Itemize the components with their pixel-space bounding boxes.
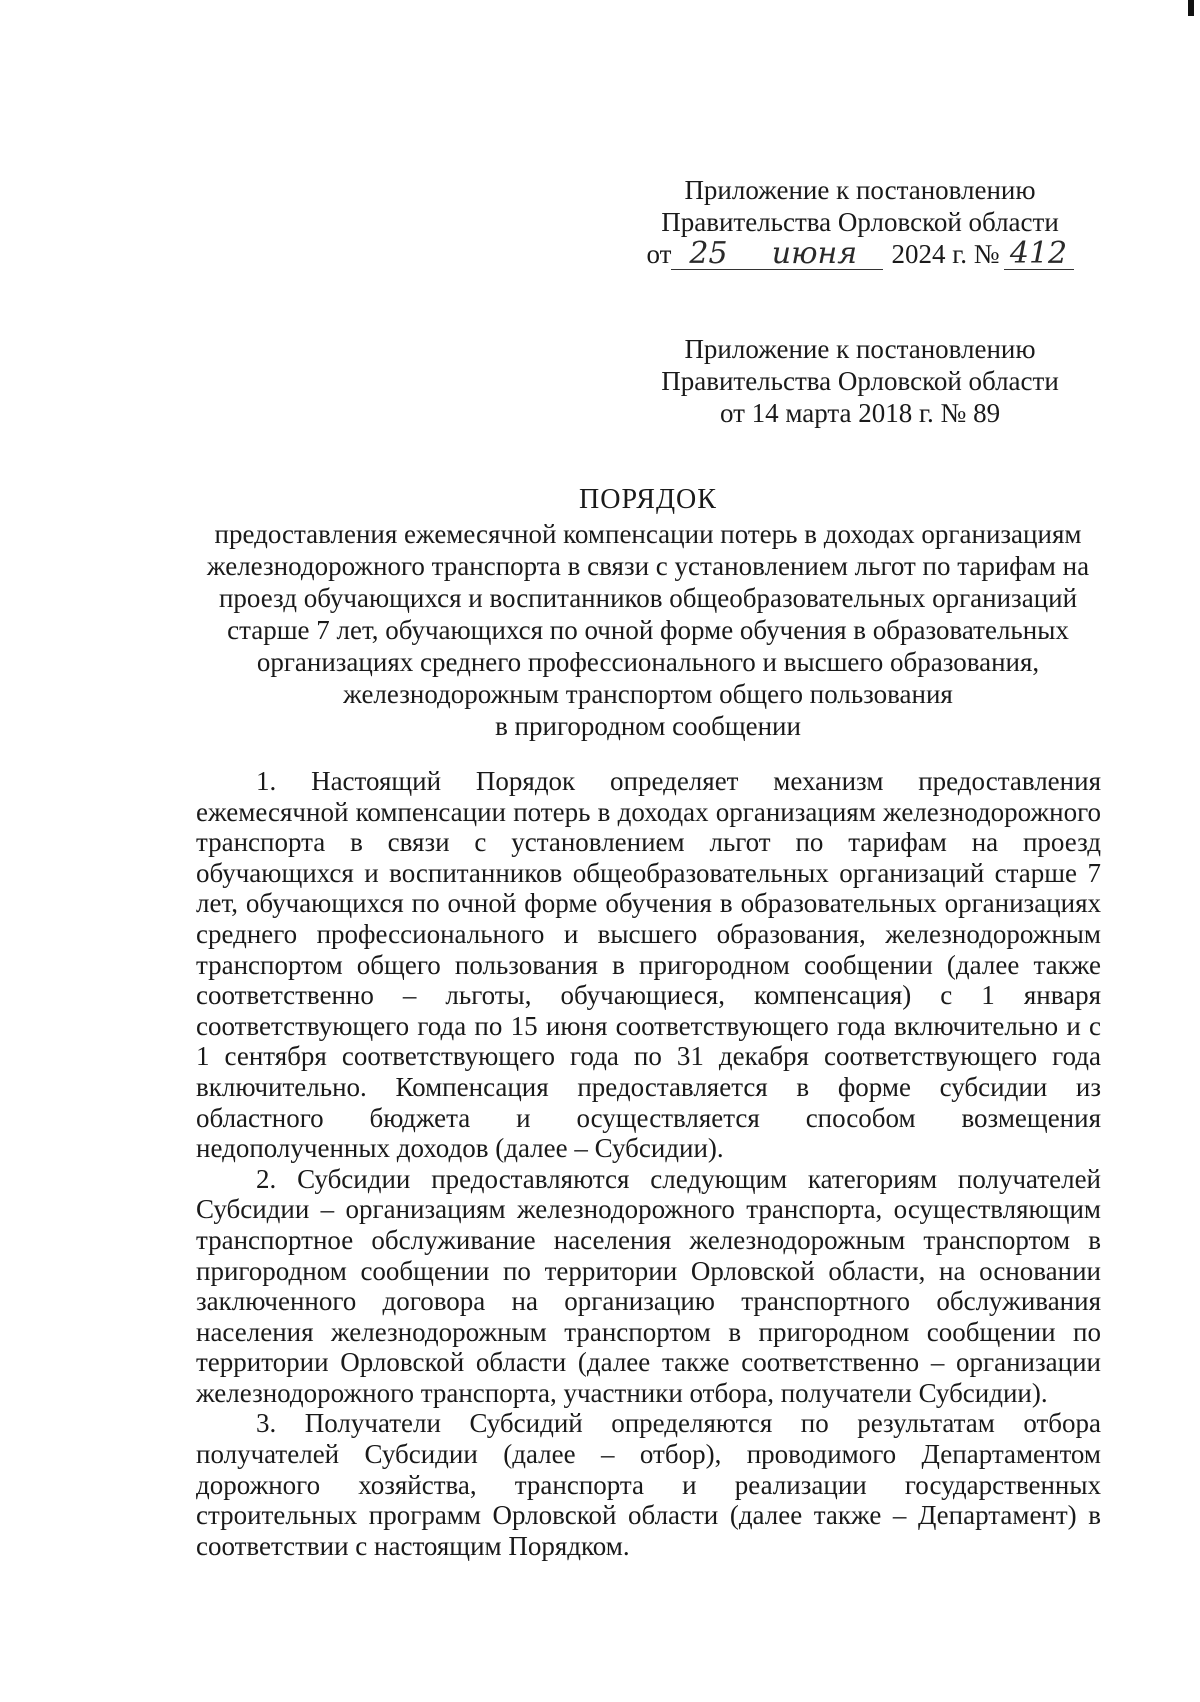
appendix-header-new-date	[640, 238, 1080, 270]
paragraph-2: 2. Субсидии предоставляются следующим категориям получателей Субсидии – организациям железнодорожного транспорта, осуществляющим транспортное обслуживание населения железнодорожным транспортом в пригородном сообщении по территории Орловской области, на основании заключенного договора на организацию транспортного обслуживания населения железнодорожным транспортом в пригородном сообщении по территории Орловской области (далее также соответственно – организации железнодорожного транспорта, участники отбора, получатели Субсидии).	[196, 1163, 1101, 1408]
document-body	[196, 766, 1101, 1561]
appendix-header-old-line3: от 14 марта 2018 г. № 89	[719, 398, 1001, 428]
paragraph-1: 1. Настоящий Порядок определяет механизм предоставления ежемесячной компенсации потерь в доходах организациям железнодорожного транспорта в связи с установлением льгот по тарифам на проезд обучающихся и воспитанников общеобразовательных организаций старше 7 лет, обучающихся по очной форме обучения в образовательных организациях среднего профессионального и высшего образования, железнодорожным транспортом общего пользования в пригородном сообщении (далее также соответственно – льготы, обучающиеся, компенсация) с 1 января соответствующего года по 15 июня соответствующего года включительно и с 1 сентября соответствующего года по 31 декабря соответствующего года включительно. Компенсация предоставляется в форме субсидии из областного бюджета и осуществляется способом возмещения недополученных доходов (далее – Субсидии).	[196, 766, 1101, 1164]
subtitle-line: железнодорожного транспорта в связи с установлением льгот по тарифам на	[206, 551, 1090, 581]
document-subtitle	[196, 518, 1100, 742]
handwritten-number: 412	[1004, 239, 1074, 270]
date-year: 2024 г. №	[891, 239, 1000, 269]
appendix-header-old	[640, 333, 1080, 429]
subtitle-line: в пригородном сообщении	[495, 711, 801, 741]
subtitle-line: предоставления ежемесячной компенсации потерь в доходах организациям	[214, 519, 1082, 549]
appendix-header-new-line1: Приложение к постановлению	[684, 175, 1036, 205]
paragraph-3: 3. Получатели Субсидий определяются по результатам отбора получателей Субсидии (далее – отбор), проводимого Департаментом дорожного хозяйства, транспорта и реализации государственных строительных программ Орловской области (далее также – Департамент) в соответствии с настоящим Порядком.	[196, 1408, 1101, 1561]
subtitle-line: железнодорожным транспортом общего пользования	[343, 679, 953, 709]
document-title: ПОРЯДОК	[579, 484, 717, 515]
date-prefix: от	[646, 239, 672, 269]
subtitle-line: старше 7 лет, обучающихся по очной форме обучения в образовательных	[227, 615, 1069, 645]
appendix-header-new	[640, 174, 1080, 270]
handwritten-month: июня	[745, 239, 883, 270]
appendix-header-new-line2: Правительства Орловской области	[661, 207, 1059, 237]
document-title-block	[196, 484, 1100, 742]
subtitle-line: проезд обучающихся и воспитанников общеобразовательных организаций	[218, 583, 1078, 613]
handwritten-day: 25	[671, 239, 745, 270]
scan-corner-mark	[1188, 0, 1194, 16]
appendix-header-old-line1: Приложение к постановлению	[684, 334, 1036, 364]
subtitle-line: организациях среднего профессионального и высшего образования,	[256, 647, 1040, 677]
appendix-header-old-line2: Правительства Орловской области	[661, 366, 1059, 396]
